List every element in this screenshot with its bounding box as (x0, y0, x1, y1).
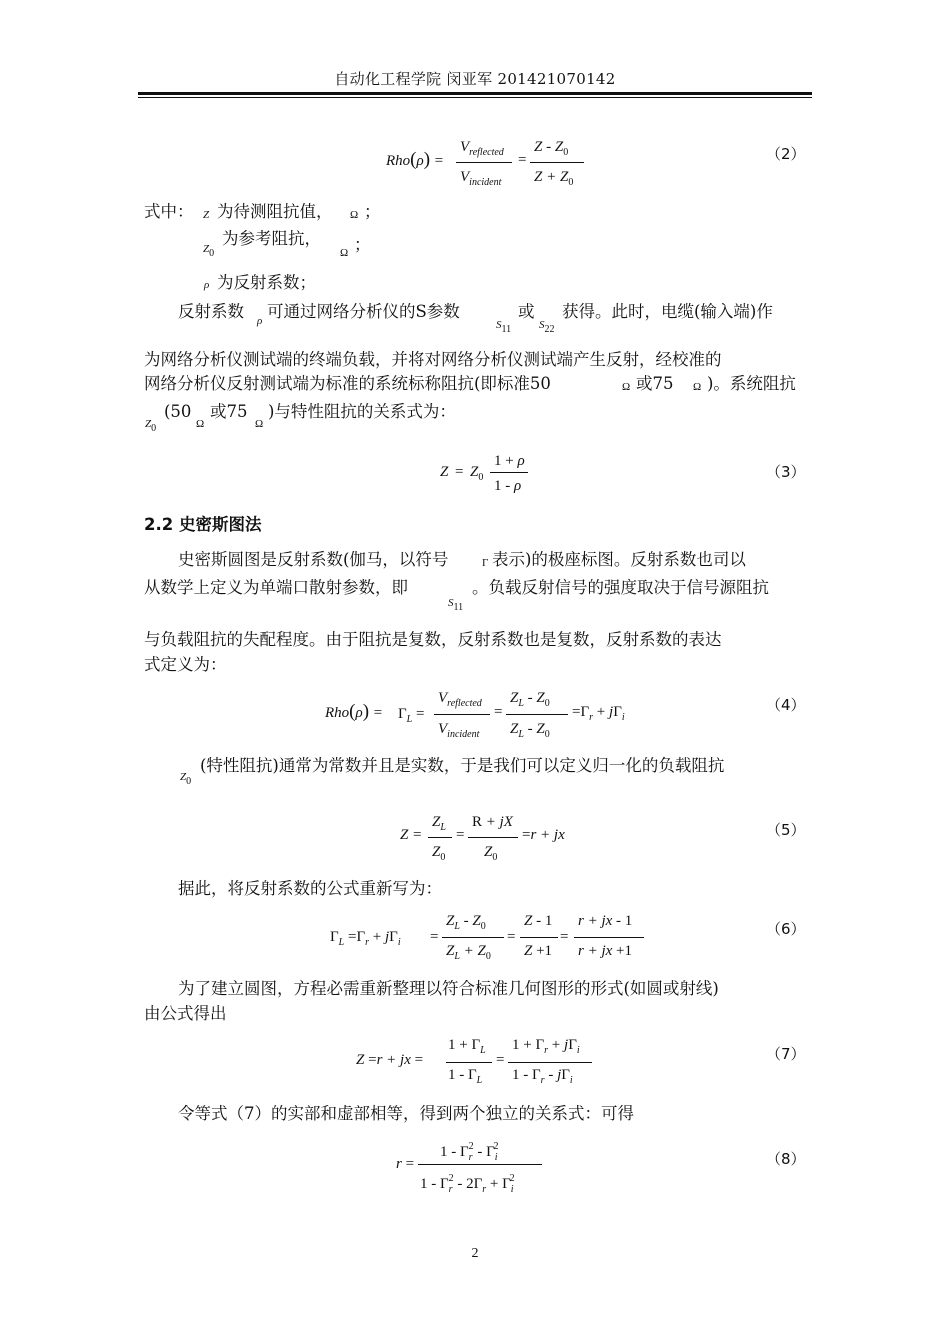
text-line: 据此，将反射系数的公式重新写为： (178, 879, 442, 898)
text-line: (特性阻抗)通常为常数并且是实数，于是我们可以定义归一化的负载阻抗 (200, 756, 725, 775)
text-line: 为了建立圆图，方程必需重新整理以符合标准几何图形的形式(如圆或射线) (178, 979, 719, 998)
symbol-z: Z (203, 209, 210, 221)
symbol-ohm: Ω (255, 418, 264, 430)
symbol-ohm: Ω (340, 247, 349, 259)
text-line: 或 (518, 302, 535, 321)
text-line: 网络分析仪反射测试端为标准的系统标称阻抗(即标准50 (144, 374, 551, 393)
text-line: 由公式得出 (144, 1004, 227, 1023)
text-line: 表示)的极座标图。反射系数也司以 (492, 550, 746, 569)
section-heading: 2.2 史密斯图法 (144, 515, 262, 534)
text-line: 与负载阻抗的失配程度。由于阻抗是复数，反射系数也是复数，反射系数的表达 (144, 630, 722, 649)
text-line: 令等式（7）的实部和虚部相等，得到两个独立的关系式：可得 (178, 1104, 634, 1123)
text-line: 式中： (144, 202, 194, 221)
symbol-z0: Z0 (145, 418, 157, 434)
symbol-z0: Z0 (180, 771, 192, 787)
equation-number-4: （4） (766, 696, 806, 714)
text-line: 或75 (210, 402, 248, 421)
equation-number-6: （6） (766, 920, 806, 938)
text-punct: ； (354, 235, 371, 254)
symbol-ohm: Ω (350, 209, 359, 221)
text-line: 为网络分析仪测试端的终端负载，并将对网络分析仪测试端产生反射，经校准的 (144, 350, 722, 369)
text-line: 获得。此时，电缆(输入端)作 (562, 302, 773, 321)
equation-number-5: （5） (766, 821, 806, 839)
page-number: 2 (471, 1246, 479, 1261)
symbol-z0: Z0 (203, 243, 215, 259)
symbol-ohm: Ω (622, 381, 631, 393)
text-line: 式定义为： (144, 655, 227, 674)
text-line: 为反射系数； (217, 273, 316, 292)
text-line: 可通过网络分析仪的S参数 (267, 302, 460, 321)
equation-number-8: （8） (766, 1150, 806, 1168)
text-line: 从数学上定义为单端口散射参数，即 (144, 578, 408, 597)
page-header: 自动化工程学院 闵亚军 201421070142 (334, 70, 616, 88)
text-punct: ； (364, 202, 381, 221)
text-line: 史密斯圆图是反射系数(伽马，以符号 (178, 550, 449, 569)
header-rule-thin (138, 97, 812, 98)
text-line: 为待测阻抗值， (217, 202, 333, 221)
symbol-ohm: Ω (196, 418, 205, 430)
text-line: 。负载反射信号的强度取决于信号源阻抗 (472, 578, 769, 597)
symbol-s22: S22 (539, 319, 555, 335)
text-line: (50 (164, 402, 192, 421)
symbol-gamma: Γ (482, 557, 489, 569)
equation-number-2: （2） (766, 145, 806, 163)
equation-number-7: （7） (766, 1045, 806, 1063)
symbol-ohm: Ω (693, 381, 702, 393)
symbol-s11: S11 (448, 597, 464, 613)
symbol-rho: ρ (257, 315, 263, 327)
header-rule-thick (138, 92, 812, 95)
text-line: )与特性阻抗的关系式为： (268, 402, 456, 421)
text-line: )。系统阻抗 (707, 374, 796, 393)
text-line: 为参考阻抗， (222, 229, 321, 248)
symbol-s11: S11 (496, 319, 512, 335)
text-line: 或75 (636, 374, 674, 393)
equation-number-3: （3） (766, 463, 806, 481)
text-line: 反射系数 (178, 302, 244, 321)
symbol-rho: ρ (204, 279, 210, 291)
